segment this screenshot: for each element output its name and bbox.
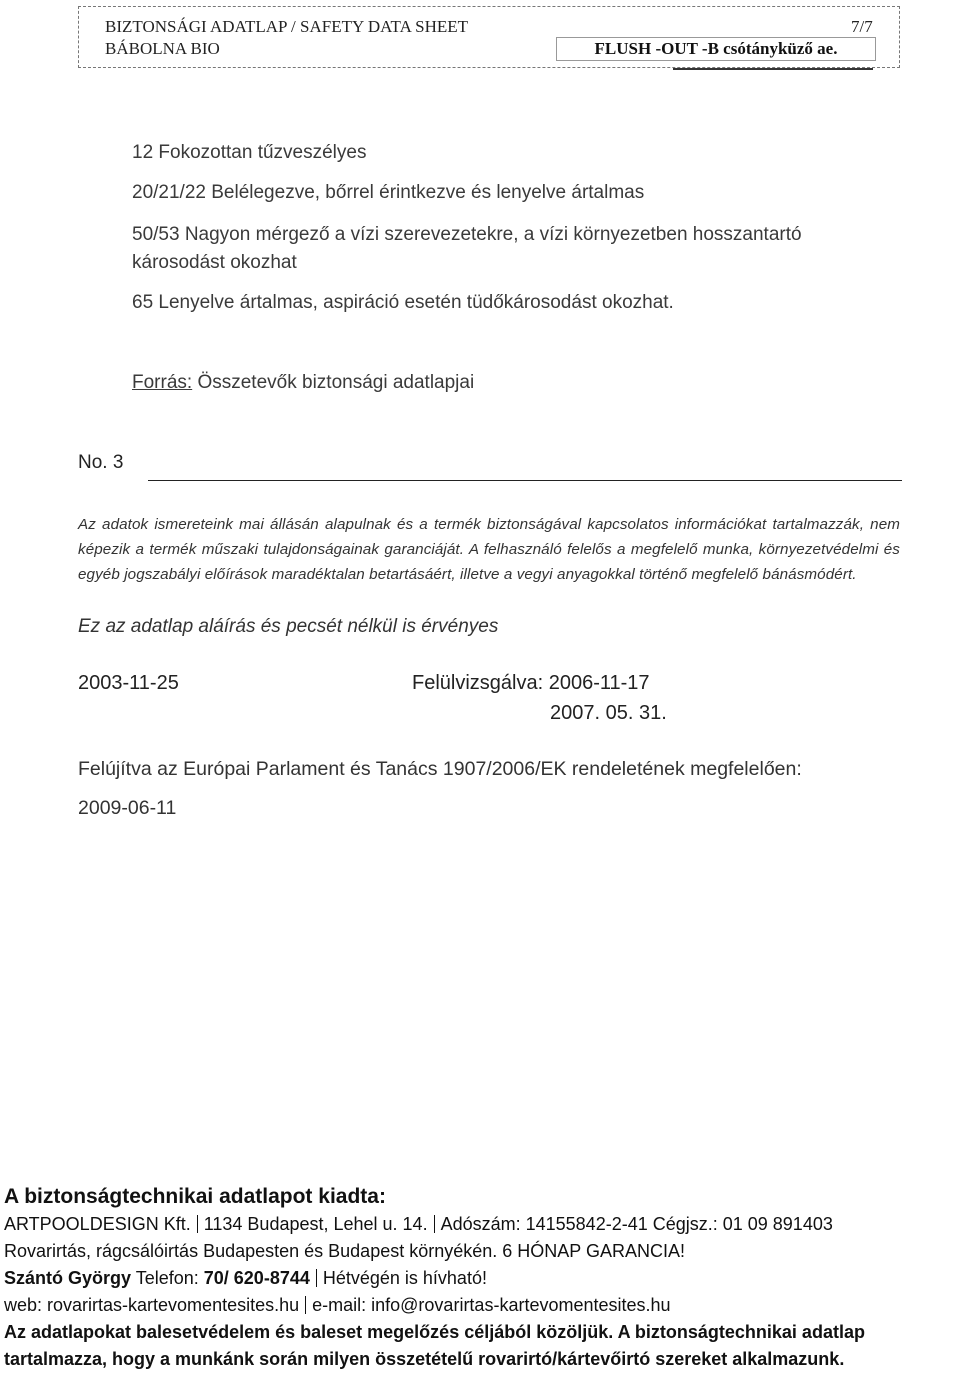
footer-address: 1134 Budapest, Lehel u. 14. xyxy=(203,1214,428,1234)
issue-date: 2003-11-25 xyxy=(78,672,179,694)
footer-notice-2: tartalmazza, hogy a munkánk során milyen összetételű rovarirtó/kártevőirtó szereket alkalmazunk. xyxy=(4,1349,845,1369)
footer-service: Rovarirtás, rágcsálóirtás Budapesten és Budapest környékén. 6 HÓNAP GARANCIA! xyxy=(4,1241,685,1261)
section-divider xyxy=(148,480,902,481)
separator xyxy=(305,1296,306,1314)
separator xyxy=(434,1215,435,1233)
source-label: Forrás: xyxy=(132,372,193,393)
footer-weekend: Hétvégén is hívható! xyxy=(322,1268,487,1288)
r-phrase-65: 65 Lenyelve ártalmas, aspiráció esetén tüdőkárosodást okozhat. xyxy=(132,292,674,313)
disclaimer-paragraph: Az adatok ismereteink mai állásán alapulnak és a termék biztonságával kapcsolatos információkat tartalmazzák, nem képezik a termék műszaki tulajdonságainak garanciáját. A felhasználó felelős a megfelelő munka, környezetvédelmi és egyéb jogszabályi előírások maradéktalan betartásáért, illetve a vegyi anyagokkal történő megfelelő bánásmódért. xyxy=(78,516,900,583)
validity-note: Ez az adatlap aláírás és pecsét nélkül is érvényes xyxy=(78,616,499,637)
header-product-name: FLUSH -OUT -B csótányküző ae. xyxy=(556,37,876,61)
header-divider xyxy=(673,68,873,70)
document-header xyxy=(78,6,900,68)
footer-web-line xyxy=(4,1295,671,1316)
separator xyxy=(197,1215,198,1233)
source-text: Összetevők biztonsági adatlapjai xyxy=(192,372,475,393)
footer-contact-name: Szántó György xyxy=(4,1268,132,1288)
footer-title: A biztonságtechnikai adatlapot kiadta: xyxy=(4,1185,386,1208)
header-company: BÁBOLNA BIO xyxy=(105,39,220,58)
footer-phone-label: Telefon: xyxy=(131,1268,204,1288)
footer-email-link[interactable]: e-mail: info@rovarirtas-kartevomentesites.hu xyxy=(312,1295,671,1315)
r-phrase-12: 12 Fokozottan tűzveszélyes xyxy=(132,142,367,163)
r-phrase-20-21-22: 20/21/22 Belélegezve, bőrrel érintkezve és lenyelve ártalmas xyxy=(132,182,645,203)
header-title: BIZTONSÁGI ADATLAP / SAFETY DATA SHEET xyxy=(105,17,469,36)
r-phrase-50-53-cont: károsodást okozhat xyxy=(132,252,297,273)
eu-regulation-date: 2009-06-11 xyxy=(78,797,177,819)
footer-contact-line xyxy=(4,1268,487,1289)
footer-tax-id: Adószám: 14155842-2-41 Cégjsz.: 01 09 891403 xyxy=(440,1214,833,1234)
footer-phone: 70/ 620-8744 xyxy=(203,1268,310,1288)
header-page-number: 7/7 xyxy=(851,17,873,36)
footer-company: ARTPOOLDESIGN Kft. xyxy=(4,1214,191,1234)
revision-date-2: 2007. 05. 31. xyxy=(550,702,667,724)
section-number: No. 3 xyxy=(78,452,124,473)
footer-company-line xyxy=(4,1214,833,1235)
eu-regulation-note: Felújítva az Európai Parlament és Tanács 1907/2006/EK rendeletének megfelelően: xyxy=(78,758,802,780)
revision-date: Felülvizsgálva: 2006-11-17 xyxy=(412,672,650,694)
footer-web-link[interactable]: web: rovarirtas-kartevomentesites.hu xyxy=(4,1295,300,1315)
r-phrase-50-53: 50/53 Nagyon mérgező a vízi szerevezetekre, a vízi környezetben hosszantartó xyxy=(132,224,802,245)
source-line xyxy=(132,372,474,394)
separator xyxy=(316,1269,317,1287)
footer-notice-1: Az adatlapokat balesetvédelem és baleset megelőzés céljából közöljük. A biztonságtechnikai adatlap xyxy=(4,1322,865,1342)
